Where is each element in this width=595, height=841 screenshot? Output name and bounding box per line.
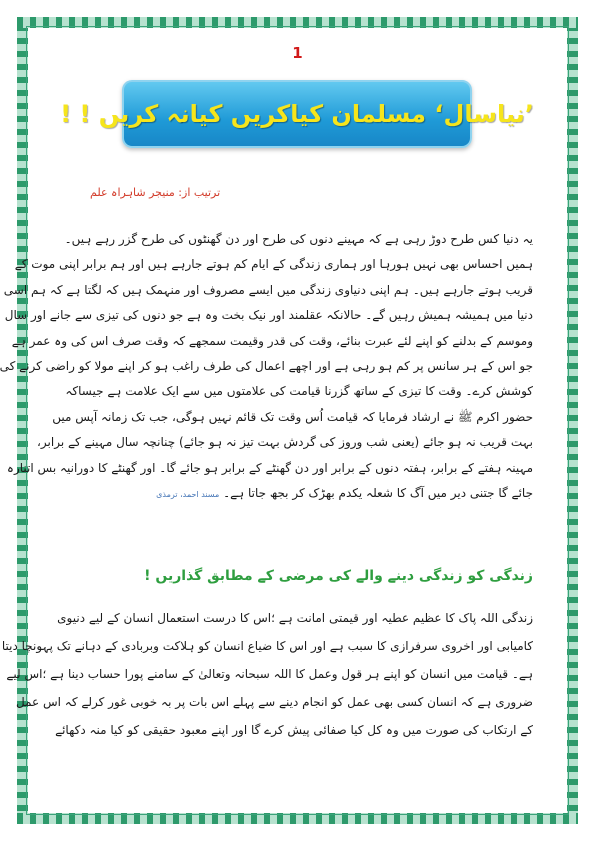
paragraph-line-text: جائے گا جتنی دیر میں آگ کا شعلہ یکدم بھڑک کر بجھ جاتا ہے۔	[223, 486, 533, 501]
page-title: ’نیاسال‘ مسلمان کیاکریں کیانہ کریں ! !	[60, 100, 534, 128]
paragraph-line: بہت قریب نہ ہو جائے (یعنی شب وروز کی گردش بہت تیز نہ ہو جائے) چنانچہ سال مہینے کے برابر،	[37, 435, 533, 450]
paragraph-line: ہے۔ قیامت میں انسان کو اپنے ہر قول وعمل کا اللہ سبحانہ وتعالیٰ کے سامنے پورا حساب دینا ہے ؛اس لیے	[6, 667, 533, 681]
page-number: 1	[292, 44, 303, 62]
paragraph-line: مہینہ ہفتے کے برابر، ہفتہ دنوں کے برابر اور دن گھنٹے کے برابر ہو جائے گا۔ اور گھنٹے کا دورانیہ بس اتنارہ	[6, 460, 533, 475]
paragraph-line: دنیا میں ہمیشہ ہمیش رہیں گے۔ حالانکہ عقلمند اور نیک بخت وہ ہے جو دنوں کی تیزی سے جانے اور سال	[4, 308, 533, 323]
paragraph-line: کامیابی اور اخروی سرفرازی کا سبب ہے اور اس کا ضیاع انسان کو ہلاکت وبربادی کے دہانے تک پہونچا دیتا	[1, 639, 533, 653]
paragraph-line: حضور اکرم ﷺ نے ارشاد فرمایا کہ قیامت اُس وقت تک قائم نہیں ہوگی، جب تک زمانہ آپس میں	[52, 409, 533, 424]
paragraph-line: ضروری ہے کہ انسان کسی بھی عمل کو انجام دینے سے پہلے اس بات پر بہ خوبی غور کرلے کہ اس عمل	[15, 695, 533, 709]
paragraph-line: قریب ہوتے جارہے ہیں۔ ہم اپنی دنیاوی زندگی میں ایسے مصروف اور منہمک ہیں کہ لگتا ہے کہ ہم اسی	[3, 282, 533, 297]
paragraph-line: ہمیں احساس بھی نہیں ہورہا اور ہماری زندگی کے ایام کم ہوتے جارہے ہیں اور ہم برابر اپنی موت کے	[14, 257, 533, 272]
paragraph-line: یہ دنیا کس طرح دوڑ رہی ہے کہ مہینے دنوں کی طرح اور دن گھنٹوں کی طرح گزر رہے ہیں۔	[64, 232, 533, 246]
paragraph-line: کوشش کرے۔ وقت کا تیزی کے ساتھ گزرنا قیامت کی علامتوں میں سے ایک علامت ہے جیساکہ	[65, 384, 533, 399]
author-credit: ترتیب از: منیجر شاہراہ علم	[90, 186, 221, 199]
hadith-source: مسند احمد، ترمذی	[156, 490, 220, 500]
section-paragraph	[1, 604, 533, 744]
paragraph-last-line	[60, 481, 533, 507]
paragraph-line: زندگی اللہ پاک کا عظیم عطیہ اور قیمتی امانت ہے ؛اس کا درست استعمال انسان کے لیے دنیوی	[57, 611, 533, 625]
section-heading: زندگی کو زندگی دینے والے کی مرضی کے مطابق گذاریں !	[144, 568, 533, 584]
paragraph-line: وموسم کے بدلنے کو اپنے لئے عبرت بنائے، وقت کی قدر وقیمت سمجھے کہ وقت صرف اس کی وہ عمر ہے	[11, 333, 533, 348]
title-banner	[60, 80, 534, 148]
paragraph-line: جو اس کے ہر سانس پر کم ہو رہی ہے اور اچھے اعمال کی طرف راغب ہو کر اپنے مولا کو راضی کرنے کی	[0, 359, 533, 374]
paragraph-line: کے ارتکاب کی صورت میں وہ کل کیا صفائی پیش کرے گا اور اپنے معبود حقیقی کو کیا منہ دکھائے	[55, 723, 533, 737]
intro-paragraph	[0, 227, 533, 507]
